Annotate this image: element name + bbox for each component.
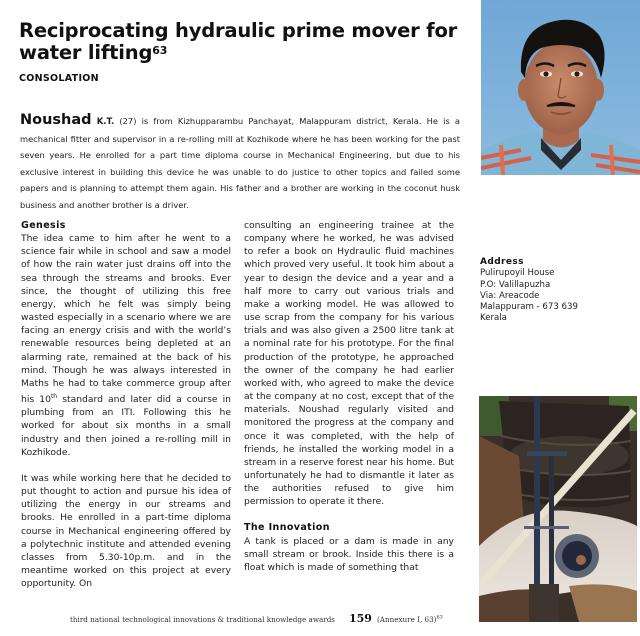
portrait-photo xyxy=(481,0,640,175)
address-heading: Address xyxy=(480,257,524,267)
genesis-paragraph-1 xyxy=(21,232,231,459)
address-block xyxy=(480,257,635,325)
address-line: Malappuram - 673 639 xyxy=(480,302,578,313)
genesis-paragraph-2: It was while working here that he decided to put thought to action and pursue his idea of utilizing the energy in our streams and brooks. He enrolled in a part-time diploma course in Mechanical engineering offered by a polytechnic institute and attended evening classes from 5.30-10p.m. and in the meantime worked on this project at every opportunity. On xyxy=(21,472,231,590)
innovation-paragraph-1: A tank is placed or a dam is made in any small stream or brook. Inside this there is a float which is made of something that xyxy=(244,535,454,573)
annexure-footnote: 63 xyxy=(436,614,443,621)
address-line: Kerala xyxy=(480,313,507,324)
intro-paragraph xyxy=(20,112,460,213)
publication-name: third national technological innovations & traditional knowledge awards xyxy=(70,615,335,624)
column-right xyxy=(244,219,454,574)
intro-text: (27) is from Kizhupparambu Panchayat, Malappuram district, Kerala. He is a mechanical fitter and supervisor in a re-rolling mill at Kozhikode where he has been working for the past seven years. He enrolled for a part time diploma course in Mechanical Engineering, but due to his exclusive interest in building this device he was unable to do justice to other topics and failed some papers and is planning to attempt them again. His father and a brother are working in the coconut husk business and another brother is a driver. xyxy=(20,116,460,210)
annexure-reference: (Annexure I, 63) xyxy=(376,615,437,624)
page-number: 159 xyxy=(349,612,372,625)
address-line: Pulirupoyil House xyxy=(480,268,555,279)
innovator-name: Noushad xyxy=(20,112,92,128)
page-footer xyxy=(70,612,470,625)
award-category: CONSOLATION xyxy=(19,73,99,84)
genesis-paragraph-3: consulting an engineering trainee at the company where he worked, he was advised to refer a book on Hydraulic fluid machines which proved very useful. It took him about a year to design the device and a year and a half more to carry out various trials and make a working model. He was allowed to use scrap from the company for his various trials and was also given a 2500 litre tank at a nominal rate for his prototype. For the final production of the prototype, he approached the owner of the company he had earlier worked with, who agreed to make the device at the company at no cost, except that of the materials. Noushad regularly visited and monitored the progress at the company and once it was completed, with the help of friends, he installed the working model in a stream in a reserve forest near his home. But unfortunately he had to dismantle it later as the authorities refused to give him permission to operate it there. xyxy=(244,220,454,508)
column-left xyxy=(21,219,231,590)
article-title-text: Reciprocating hydraulic prime mover for water lifting xyxy=(19,19,458,64)
article-title xyxy=(19,20,469,64)
portrait-image xyxy=(481,0,640,175)
innovation-heading: The Innovation xyxy=(244,522,330,534)
address-line: Via: Areacode xyxy=(480,290,540,301)
title-footnote: 63 xyxy=(152,44,168,57)
installation-photo xyxy=(479,396,637,622)
ordinal-suffix: th xyxy=(50,393,58,401)
address-line: P.O: Valillapuzha xyxy=(480,279,551,290)
installation-image xyxy=(479,396,637,622)
genesis-p1-part-a: The idea came to him after he went to a science fair while in school and saw a model of how the rain water just drains off into the sea through the streams and brooks. Ever since, the thought of utilizing this free energy, which he felt was simply being wasted especially in a scenario where we are facing an energy crisis and with the world’s renewable resources being depleted at an alarming rate, remained at the back of his mind. Though he was always interested in Maths he had to take commerce group after his 10 xyxy=(21,233,231,406)
innovator-initials: K.T. xyxy=(96,117,115,127)
genesis-p1-part-b: standard and later did a course in plumbing from an ITI. Following this he worked for about six months in a small industry and then joined a re-rolling mill in Kozhikode. xyxy=(21,394,231,458)
genesis-heading: Genesis xyxy=(21,220,66,231)
